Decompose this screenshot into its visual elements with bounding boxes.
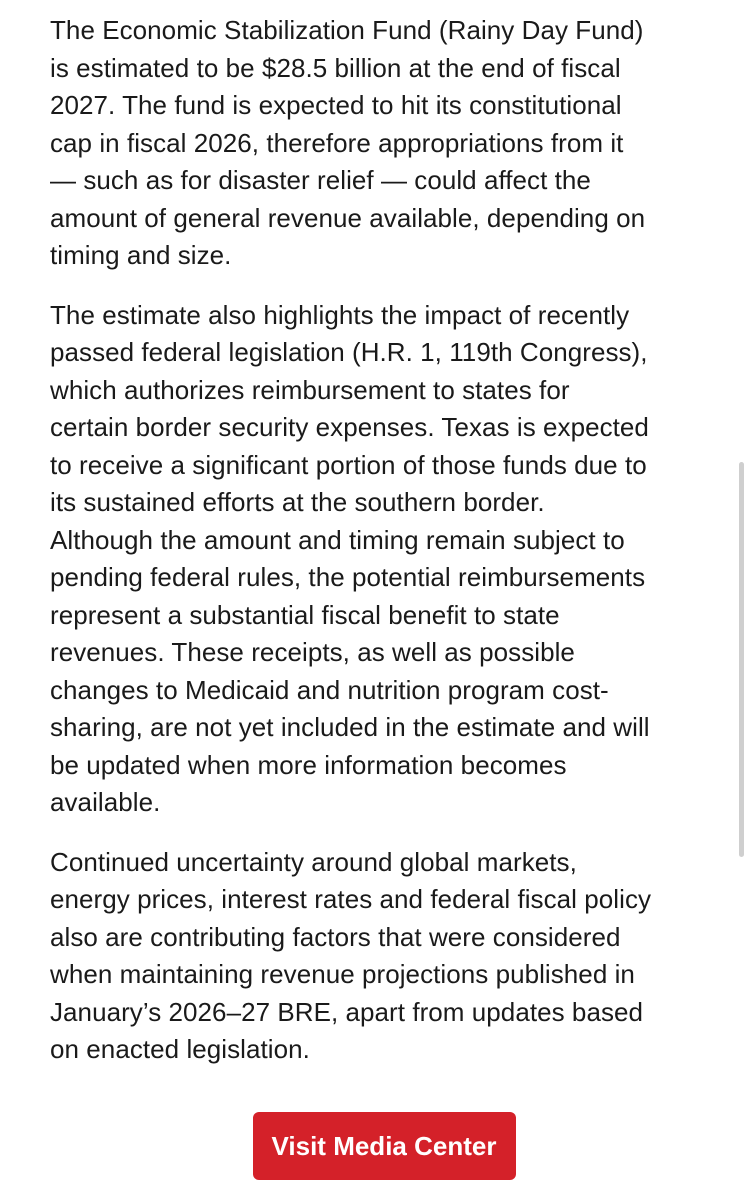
text-line: January’s 2026–27 BRE, apart from updates based <box>50 996 644 1027</box>
text-line: is estimated to be $28.5 billion at the end of fiscal <box>50 52 621 83</box>
article-body <box>50 12 700 1069</box>
text-line: passed federal legislation (H.R. 1, 119th Congress), <box>50 337 648 367</box>
text-line: energy prices, interest rates and federal fiscal policy <box>50 884 652 914</box>
text-line: available. <box>50 787 161 817</box>
paragraph-rainy-day-fund <box>50 12 700 275</box>
text-line: be updated when more information becomes <box>50 749 567 780</box>
text-line: which authorizes reimbursement to states for <box>50 374 570 405</box>
text-line: Continued uncertainty around global markets, <box>50 846 577 877</box>
text-line: pending federal rules, the potential reimbursements <box>50 562 646 592</box>
text-line: 2027. The fund is expected to hit its constitutional <box>50 90 622 120</box>
text-line: also are contributing factors that were considered <box>50 921 621 952</box>
scrollbar[interactable] <box>739 462 744 857</box>
visit-media-center-button[interactable]: Visit Media Center <box>253 1112 516 1180</box>
text-line: represent a substantial fiscal benefit to state <box>50 599 560 630</box>
text-line: its sustained efforts at the southern border. <box>50 487 545 517</box>
text-line: — such as for disaster relief — could affect the <box>50 165 591 195</box>
text-line: when maintaining revenue projections published in <box>50 959 635 989</box>
text-line: amount of general revenue available, depending on <box>50 202 646 233</box>
cta-container <box>0 1112 748 1180</box>
text-line: The estimate also highlights the impact of recently <box>50 299 630 330</box>
text-line: changes to Medicaid and nutrition program cost- <box>50 674 609 705</box>
text-line: certain border security expenses. Texas is expected <box>50 412 649 442</box>
text-line: timing and size. <box>50 240 232 270</box>
text-line: cap in fiscal 2026, therefore appropriations from it <box>50 127 624 158</box>
text-line: on enacted legislation. <box>50 1034 310 1064</box>
text-line: Although the amount and timing remain subject to <box>50 524 625 555</box>
text-line: The Economic Stabilization Fund (Rainy Day Fund) <box>50 15 644 45</box>
text-line: to receive a significant portion of those funds due to <box>50 449 647 480</box>
text-line: revenues. These receipts, as well as possible <box>50 637 575 667</box>
text-line: sharing, are not yet included in the estimate and will <box>50 712 650 742</box>
paragraph-uncertainty <box>50 844 700 1069</box>
paragraph-federal-legislation <box>50 297 700 822</box>
